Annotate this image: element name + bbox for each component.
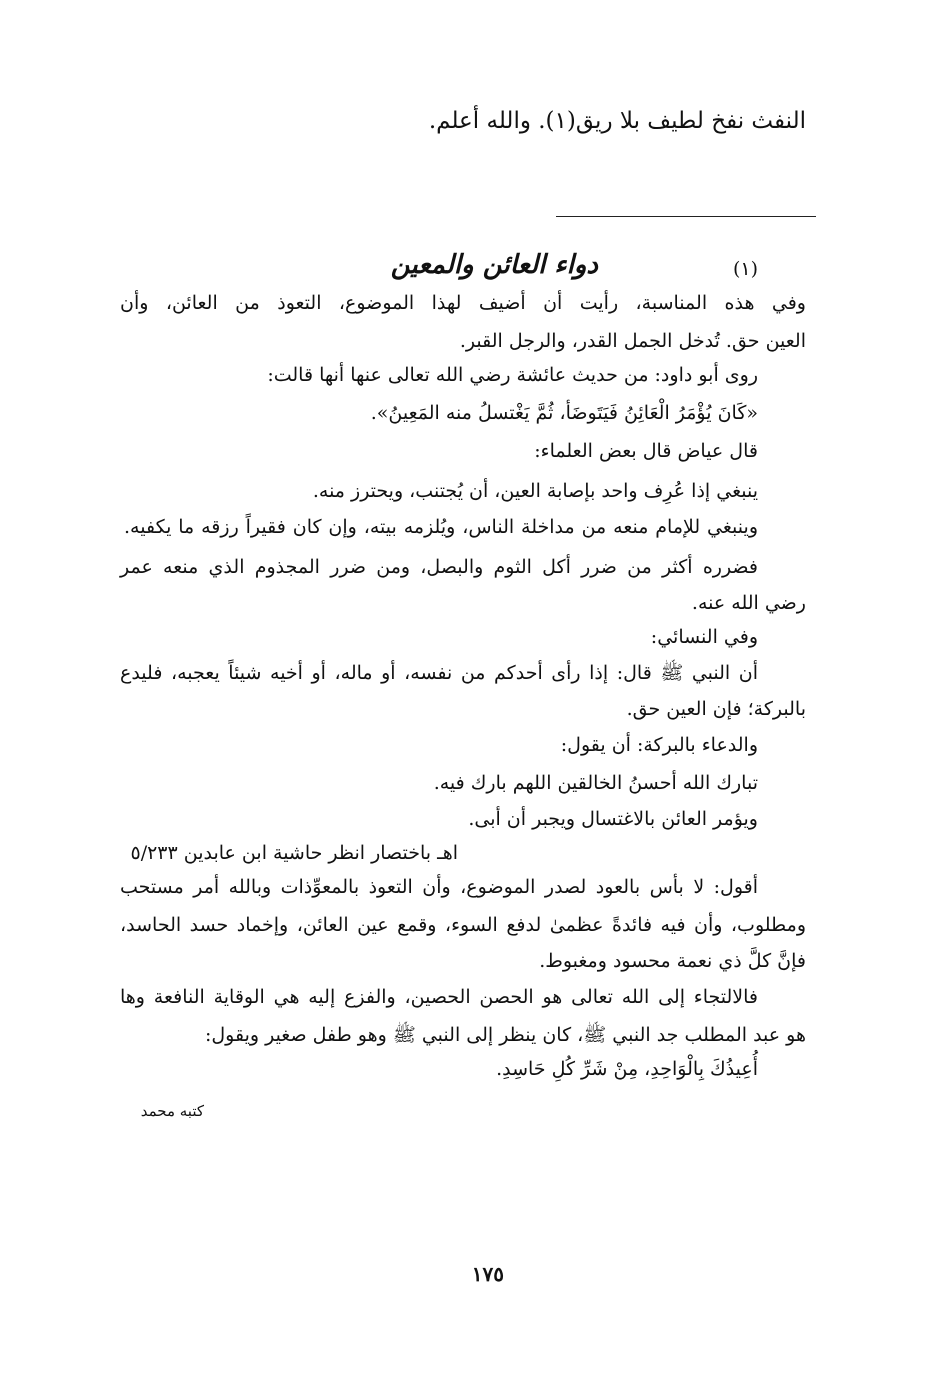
- footnote-line: العين حق. تُدخل الجمل القدر، والرجل القبر.: [459, 330, 806, 352]
- footnote-line: ويؤمر العائن بالاغتسال ويجبر أن أبى.: [468, 808, 758, 830]
- footnote-line: هو عبد المطلب جد النبي ﷺ، كان ينظر إلى النبي ﷺ وهو طفل صغير ويقول:: [204, 1024, 806, 1046]
- footnote-line: فإنَّ كلَّ ذي نعمة محسود ومغبوط.: [539, 950, 806, 972]
- footnote-line: أُعِيذُكَ بِالْوَاحِدِ، مِنْ شَرِّ كُلِ حَاسِدِ.: [496, 1058, 758, 1080]
- footnote-line: قال عياض قال بعض العلماء:: [534, 440, 758, 462]
- footnote-line: وفي النسائي:: [650, 626, 758, 648]
- footnote-line: بالبركة؛ فإن العين حق.: [626, 698, 806, 720]
- footnote-line: أن النبي ﷺ قال: إذا رأى أحدكم من نفسه، أو ماله، أو أخيه شيئاً يعجبه، فليدع: [120, 662, 758, 684]
- footnote-line: وينبغي للإمام منعه من مداخلة الناس، ويُلزمه بيته، وإن كان فقيراً رزقه ما يكفيه.: [124, 516, 758, 538]
- footnote-separator: [556, 216, 816, 217]
- footnote-line: أقول: لا بأس بالعود لصدر الموضوع، وأن التعوذ بالمعوِّذات وبالله أمر مستحب: [120, 876, 758, 898]
- footnote-line: ومطلوب، وأن فيه فائدةً عظمىٰ لدفع السوء، وقمع عين العائن، وإخماد حسد الحاسد،: [120, 914, 806, 936]
- main-text-line: النفث نفخ لطيف بلا ريق(١). والله أعلم.: [428, 108, 806, 134]
- footnote-line: رضي الله عنه.: [691, 592, 806, 614]
- footnote-line: فالالتجاء إلى الله تعالى هو الحصن الحصين، والفزع إليه هي الوقاية النافعة وها: [120, 986, 758, 1008]
- footnote-line: وفي هذه المناسبة، رأيت أن أضيف لهذا الموضوع، التعوذ من العائن، وأن: [120, 292, 806, 314]
- footnote-line: والدعاء بالبركة: أن يقول:: [560, 734, 758, 756]
- handwritten-signature: كتبه محمد: [140, 1102, 204, 1120]
- footnote-line: «كَانَ يُؤْمَرُ الْعَائِنُ فَيَتَوضَأ، ثُمَّ يَغْتسلُ منه المَعِينُ».: [370, 402, 758, 424]
- footnote-title: دواء العائن والمعين: [390, 250, 598, 280]
- footnote-line: تبارك الله أحسنُ الخالقين اللهم بارك فيه.: [433, 772, 758, 794]
- page-number: ١٧٥: [471, 1262, 504, 1286]
- footnote-source-line: اهـ باختصار انظر حاشية ابن عابدين ٥/٢٣٣: [130, 842, 458, 864]
- footnote-line: ينبغي إذا عُرِف واحد بإصابة العين، أن يُجتنب، ويحترز منه.: [312, 480, 758, 502]
- footnote-line: روى أبو داود: من حديث عائشة رضي الله تعالى عنها أنها قالت:: [267, 364, 758, 386]
- footnote-number: (١): [732, 258, 758, 280]
- footnote-line: فضرره أكثر من ضرر أكل الثوم والبصل، ومن ضرر المجذوم الذي منعه عمر: [120, 556, 758, 578]
